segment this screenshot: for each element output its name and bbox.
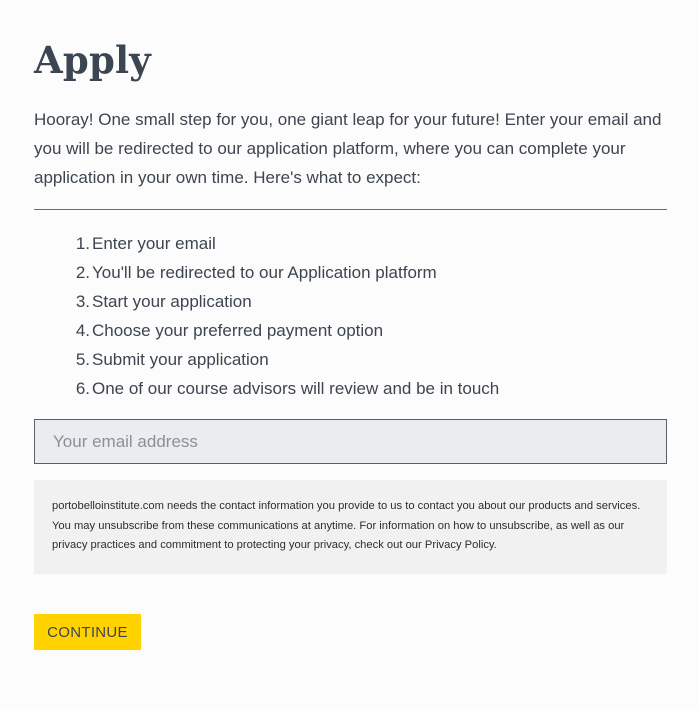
step-text: One of our course advisors will review and be in touch [92,379,500,398]
list-item [75,287,652,316]
list-item [75,316,652,345]
step-number: 6. [75,379,90,398]
step-number: 2. [75,263,90,282]
privacy-policy-link[interactable]: Privacy Policy [424,539,494,551]
step-text: Enter your email [92,234,216,253]
list-item [75,345,652,374]
step-number: 4. [75,321,90,340]
intro-text: Hooray! One small step for you, one giant leap for your future! Enter your email and you will be redirected to our application platform, where you can complete your application in your own time. Here's what to expect: [34,110,662,187]
list-item [75,374,652,403]
step-number: 3. [75,292,90,311]
steps-list [75,229,652,403]
step-number: 5. [75,350,90,369]
privacy-notice [34,480,667,574]
email-field[interactable] [34,419,667,464]
list-item [75,258,652,287]
step-text: You'll be redirected to our Application platform [92,263,437,282]
divider [34,209,667,210]
privacy-text: portobelloinstitute.com needs the contact information you provide to us to contact you about our products and services. You may unsubscribe from these communications at anytime. For information on how to unsubscribe, as well as our privacy practices and commitment to protecting your privacy, check out our [52,500,641,551]
step-text: Start your application [92,292,252,311]
page-title: Apply [34,38,152,82]
step-number: 1. [75,234,90,253]
step-text: Submit your application [92,350,269,369]
list-item [75,229,652,258]
continue-button[interactable]: CONTINUE [34,614,141,650]
privacy-suffix: . [493,539,497,551]
step-text: Choose your preferred payment option [92,321,384,340]
